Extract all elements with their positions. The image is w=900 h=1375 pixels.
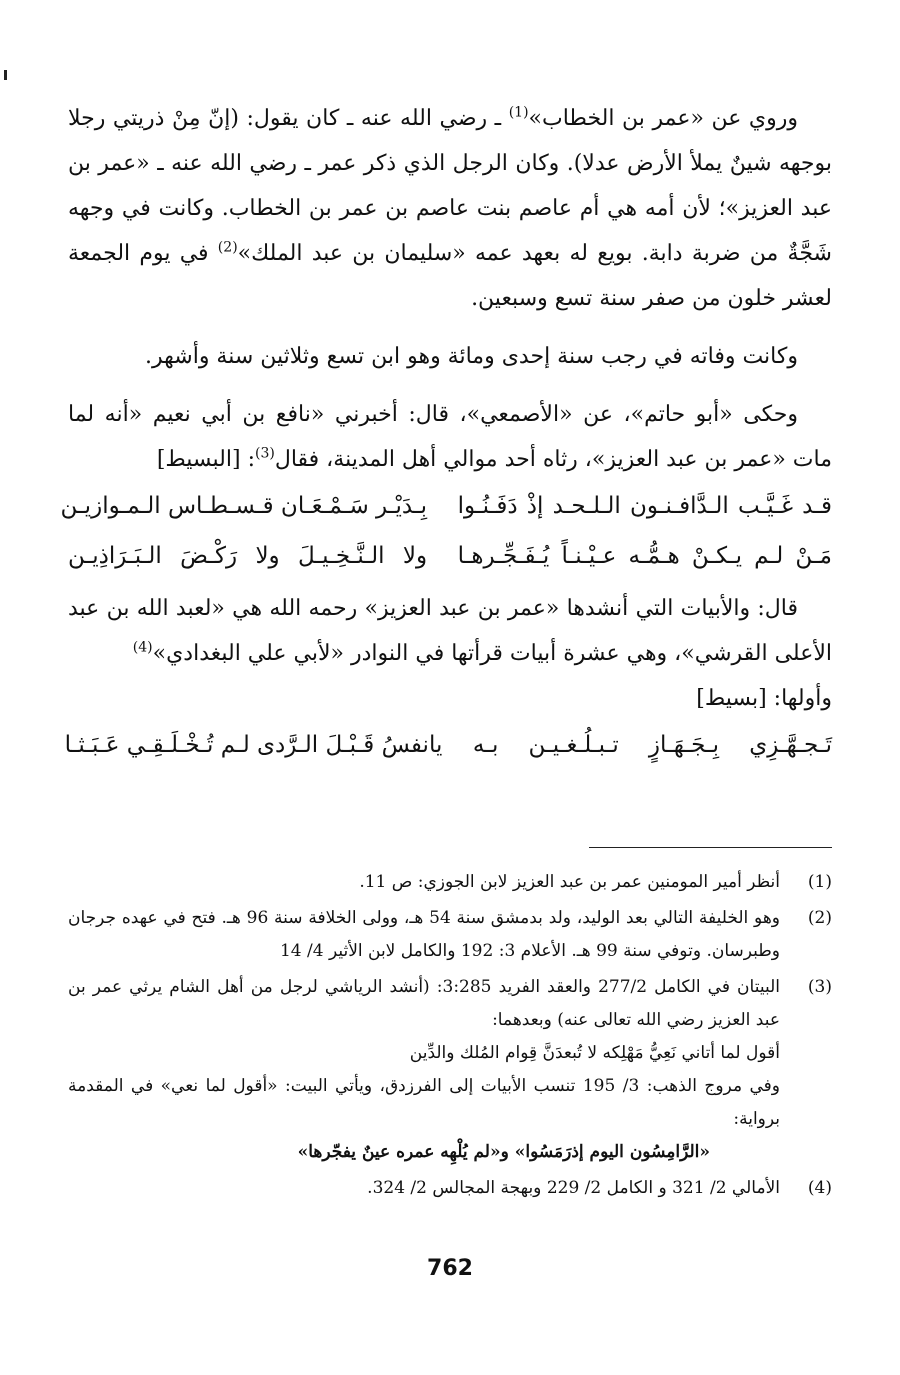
footnote-2 [68,902,832,968]
verse-first-hemistich: تَـجـهَّـزِي بِـجَـهَـازٍ تـبـلُـغـيـن بـه [472,732,832,758]
footnote-text [68,866,780,899]
footnote-text [68,902,780,968]
page-number: 762 [427,1256,473,1281]
verse-second-hemistich: ولا الـنَّـخِـيـلَ ولا رَكْـضَ الـبَـرَاذِيـن [68,543,428,569]
footnote-line: البيتان في الكامل 277/2 والعقد الفريد 3:285: (أنشد الرياشي لرجل من أهل الشام يرثي عمر بن عبد العزيز رضي الله تعالى عنه) وبعدهما: [68,977,781,1030]
paragraph-text: : [البسيط] [156,447,255,472]
footnote-number: (2) [807,908,832,928]
verse-second-hemistich: بِـدَيْـر سَـمْـعَـان قـسـطـاس الـمـوازيـن [60,493,428,519]
footnote-4 [68,1172,832,1205]
footnote-number: (3) [807,977,832,997]
paragraph-text: قال: والأبيات التي أنشدها «عمر بن عبد العزيز» رحمه الله هي «لعبد الله بن عبد الأعلى القرشي»، وهي عشرة أبيات قرأتها في النوادر «لأبي علي البغدادي» [68,596,832,666]
paragraph-text: ـ رضي الله عنه ـ كان يقول: (إنّ مِنْ ذريتي رجلا بوجهه شينٌ يملأ الأرض عدلا). وكان الرجل الذي ذكر عمر ـ رضي الله عنه ـ «عمر بن عبد العزيز»؛ لأن أمه هي أم عاصم بنت عاصم بن عمر بن الخطاب. وكانت في وجهه شَجَّةٌ من ضربة دابة. بويع له بعهد عمه «سليمان بن عبد الملك» [68,106,832,266]
footnote-number: (1) [807,872,832,892]
footnote-ref: (2) [217,239,238,256]
paragraph-2 [68,334,832,379]
verse-first-hemistich: قـد غَـيَّـب الـدَّافـنـون الـلـحـد إذْ دَفَـنُـوا [457,493,832,519]
verse-second-hemistich: يانفسُ قَـبْـلَ الـرَّدى لـم تُـخْـلَـقِـي عَـبَـثـا [64,732,443,758]
footnote-ref: (4) [132,639,153,656]
paragraph-text: وروي عن «عمر بن الخطاب» [528,106,798,131]
verse-first-hemistich: مَـنْ لـم يـكـنْ هـمُّـه عـيْـنـاً يُـفَـجِّـرهـا [457,543,832,569]
paragraph-4 [68,586,832,721]
paragraph-text: وكانت وفاته في رجب سنة إحدى ومائة وهو ابن تسع وثلاثين سنة وأشهر. [145,344,798,369]
footnote-line: وهو الخليفة التالي بعد الوليد، ولد بدمشق سنة 54 هـ، وولى الخلافة سنة 96 هـ. فتح في عهده جرجان وطبرسان. وتوفي سنة 99 هـ. الأعلام 3: 192 والكامل لابن الأثير 4/ 14 [68,908,781,961]
paragraph-text: وحكى «أبو حاتم»، عن «الأصمعي»، قال: أخبرني «نافع بن أبي نعيم «أنه لما مات «عمر بن عبد العزيز»، رثاه أحد موالي أهل المدينة، فقال [68,402,832,472]
footnote-text [68,971,780,1169]
stray-ink-mark [4,70,7,80]
footnote-ref: (3) [255,445,275,462]
footnote-line: وفي مروج الذهب: 3/ 195 تنسب الأبيات إلى الفرزدق، ويأتي البيت: «أقول لما نعي» في المقدمة برواية: [68,1076,780,1129]
footnote-separator [589,847,832,848]
footnote-ref: (1) [508,104,529,121]
footnote-number: (4) [807,1178,832,1198]
footnote-line: الأمالي 2/ 321 و الكامل 2/ 229 وبهجة المجالس 2/ 324. [367,1178,780,1198]
verse-line [68,536,832,576]
verse-line [64,725,832,765]
footnote-line: أقول لما أتاني نَعِيُّ مَهْلِكه لا تُبعدَنَّ قِوام المُلك والدِّين [409,1043,780,1063]
paragraph-text: وأولها: [بسيط] [696,686,832,711]
footnote-3 [68,971,832,1169]
paragraph-text: في يوم الجمعة لعشر خلون من صفر سنة تسع وسبعين. [68,241,832,311]
footnote-1 [68,866,832,899]
verse-line [60,486,832,526]
paragraph-3 [68,392,832,482]
paragraph-1 [68,96,832,321]
footnotes [68,866,832,1208]
footnote-text [68,1172,780,1205]
footnote-line: أنظر أمير المومنين عمر بن عبد العزيز لابن الجوزي: ص 11. [359,872,780,892]
main-text [60,96,832,775]
footnote-quoted-line: «الرَّامِسُون اليوم إذرَمَسُوا» و«لم يُلْهِه عمره عينٌ يفجّرها» [297,1142,710,1162]
